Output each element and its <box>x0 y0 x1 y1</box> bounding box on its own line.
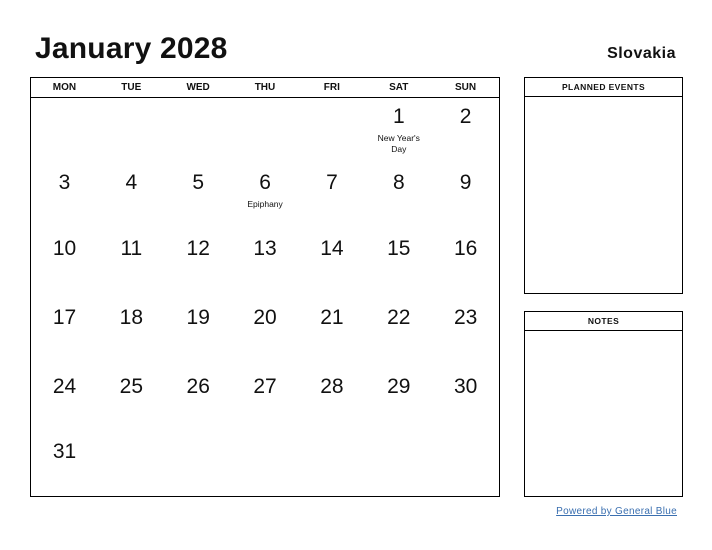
holiday-label: New Year's Day <box>377 133 420 154</box>
day-cell <box>298 171 365 195</box>
day-number: 31 <box>52 440 77 463</box>
day-cell <box>98 171 165 195</box>
day-cell <box>365 306 432 330</box>
day-number: 1 <box>392 105 405 128</box>
day-cell <box>365 375 432 399</box>
day-number: 17 <box>52 306 77 329</box>
day-cell <box>165 171 232 195</box>
day-number: 26 <box>186 375 210 398</box>
day-number: 4 <box>125 171 138 194</box>
day-cell <box>298 306 365 330</box>
day-cell <box>365 171 432 195</box>
day-number: 5 <box>192 171 205 194</box>
day-cell <box>31 171 98 195</box>
day-cell <box>432 237 499 261</box>
weekday-header <box>31 78 499 98</box>
day-number: 23 <box>453 306 478 329</box>
day-number: 9 <box>459 171 472 194</box>
day-number: 19 <box>186 306 210 329</box>
day-cell <box>31 237 98 261</box>
day-number: 29 <box>387 375 411 398</box>
day-number: 8 <box>392 171 405 194</box>
day-number: 16 <box>453 237 478 260</box>
day-cell <box>365 237 432 261</box>
notes-title: NOTES <box>525 312 682 331</box>
calendar-days <box>31 98 499 496</box>
day-cell <box>298 375 365 399</box>
day-number: 20 <box>253 306 277 329</box>
day-cell <box>98 237 165 261</box>
day-number: 13 <box>253 237 277 260</box>
calendar-title: January 2028 <box>35 32 228 65</box>
holiday-label: Epiphany <box>247 199 283 209</box>
calendar-grid <box>30 77 500 497</box>
day-cell <box>98 306 165 330</box>
notes-panel <box>524 311 683 497</box>
powered-by-link[interactable]: Powered by General Blue <box>556 506 677 517</box>
day-cell <box>165 375 232 399</box>
day-number: 7 <box>326 171 338 194</box>
day-cell <box>31 440 98 464</box>
weekday-fri: FRI <box>323 82 340 93</box>
day-number: 30 <box>453 375 478 398</box>
day-cell <box>232 375 299 399</box>
weekday-thu: THU <box>254 82 276 93</box>
day-number: 18 <box>119 306 144 329</box>
weekday-sat: SAT <box>389 82 409 93</box>
day-cell <box>31 375 98 399</box>
planned-events-title: PLANNED EVENTS <box>525 78 682 97</box>
day-number: 21 <box>320 306 344 329</box>
day-number: 27 <box>253 375 277 398</box>
day-number: 24 <box>52 375 77 398</box>
planned-events-panel <box>524 77 683 294</box>
day-number: 28 <box>320 375 344 398</box>
day-cell <box>432 105 499 129</box>
day-cell <box>31 306 98 330</box>
country-label: Slovakia <box>607 45 676 62</box>
weekday-tue: TUE <box>121 82 142 93</box>
day-number: 22 <box>387 306 411 329</box>
day-cell <box>165 306 232 330</box>
day-number: 3 <box>58 171 71 194</box>
day-cell <box>165 237 232 261</box>
day-number: 10 <box>52 237 77 260</box>
day-number: 6 <box>259 171 271 194</box>
day-number: 15 <box>387 237 411 260</box>
day-number: 14 <box>320 237 344 260</box>
day-cell <box>432 306 499 330</box>
day-cell <box>365 105 432 155</box>
day-cell <box>232 171 299 210</box>
day-cell <box>298 237 365 261</box>
day-cell <box>232 306 299 330</box>
day-number: 12 <box>186 237 210 260</box>
day-cell <box>98 375 165 399</box>
day-number: 2 <box>459 105 472 128</box>
weekday-sun: SUN <box>455 82 477 93</box>
weekday-mon: MON <box>52 82 77 93</box>
day-number: 25 <box>119 375 144 398</box>
day-cell <box>432 171 499 195</box>
day-cell <box>432 375 499 399</box>
day-cell <box>232 237 299 261</box>
weekday-wed: WED <box>186 82 210 93</box>
day-number: 11 <box>120 237 143 260</box>
